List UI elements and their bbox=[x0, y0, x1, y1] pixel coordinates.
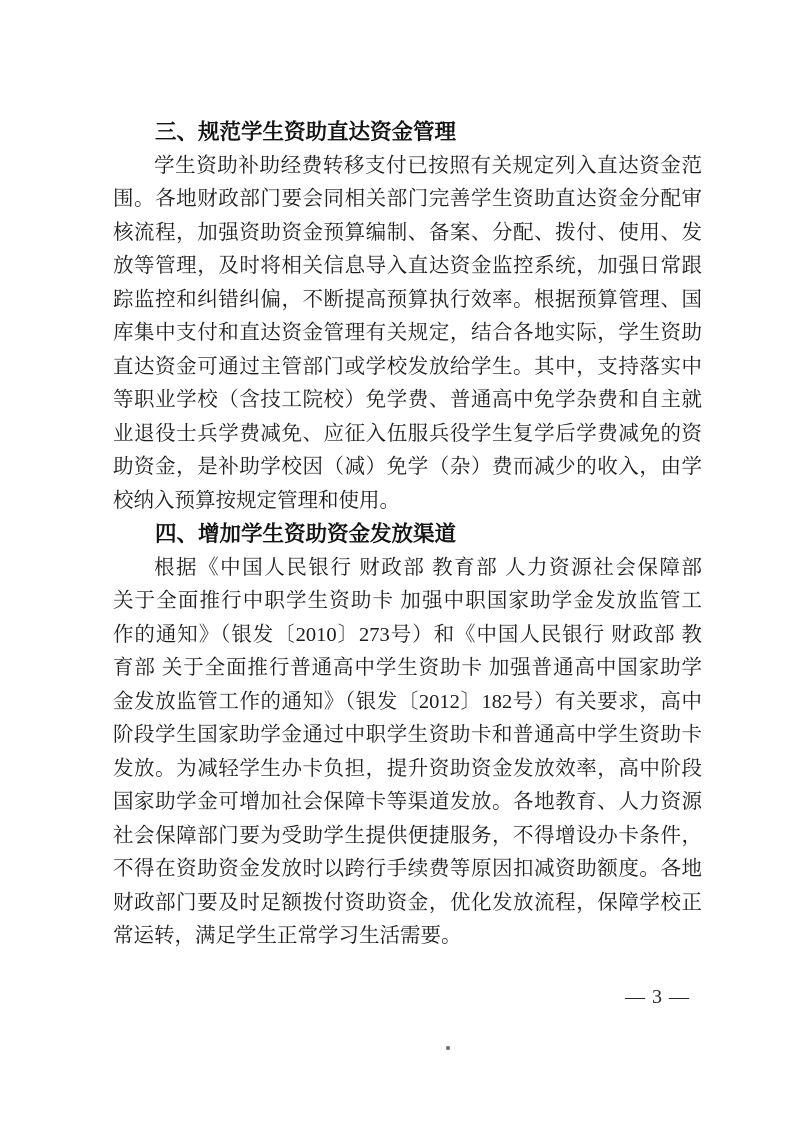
text-line: 育部 关于全面推行普通高中学生资助卡 加强普通高中国家助学 bbox=[113, 657, 702, 679]
scan-artifact bbox=[446, 1046, 450, 1050]
text-line: 发放。为减轻学生办卡负担，提升资助资金发放效率，高中阶段 bbox=[113, 757, 702, 780]
document-body bbox=[113, 116, 702, 954]
text-line: 业退役士兵学费减免、应征入伍服兵役学生复学后学费减免的资 bbox=[113, 422, 702, 445]
text-line: 社会保障部门要为受助学生提供便捷服务，不得增设办卡条件， bbox=[113, 824, 702, 847]
text-line: 阶段学生国家助学金通过中职学生资助卡和普通高中学生资助卡 bbox=[113, 724, 702, 746]
text-line: 学生资助补助经费转移支付已按照有关规定列入直达资金范 bbox=[154, 154, 702, 177]
page-number: — 3 — bbox=[625, 986, 690, 1008]
text-line: 放等管理，及时将相关信息导入直达资金监控系统，加强日常跟 bbox=[113, 255, 702, 277]
text-line: 核流程，加强资助资金预算编制、备案、分配、拨付、使用、发 bbox=[113, 221, 702, 244]
text-line: 常运转，满足学生正常学习生活需要。 bbox=[113, 925, 462, 947]
section-3-heading: 三、规范学生资助直达资金管理 bbox=[155, 120, 457, 144]
text-line: 国家助学金可增加社会保障卡等渠道发放。各地教育、人力资源 bbox=[113, 791, 702, 813]
text-line: 直达资金可通过主管部门或学校发放给学生。其中，支持落实中 bbox=[113, 355, 702, 378]
text-line: 等职业学校（含技工院校）免学费、普通高中免学杂费和自主就 bbox=[113, 389, 702, 411]
text-line: 根据《中国人民银行 财政部 教育部 人力资源社会保障部 bbox=[154, 556, 702, 579]
text-line: 库集中支付和直达资金管理有关规定，结合各地实际，学生资助 bbox=[113, 322, 702, 344]
text-line: 校纳入预算按规定管理和使用。 bbox=[113, 489, 400, 512]
text-line: 金发放监管工作的通知》（银发〔2012〕182号）有关要求，高中 bbox=[113, 690, 702, 713]
text-line: 关于全面推行中职学生资助卡 加强中职国家助学金发放监管工 bbox=[113, 590, 702, 612]
section-4-heading: 四、增加学生资助资金发放渠道 bbox=[155, 522, 457, 546]
text-line: 财政部门要及时足额拨付资助资金，优化发放流程，保障学校正 bbox=[113, 891, 702, 914]
text-line: 不得在资助资金发放时以跨行手续费等原因扣减资助额度。各地 bbox=[113, 858, 702, 880]
text-line: 踪监控和纠错纠偏，不断提高预算执行效率。根据预算管理、国 bbox=[113, 288, 702, 311]
text-line: 围。各地财政部门要会同相关部门完善学生资助直达资金分配审 bbox=[113, 188, 702, 210]
text-line: 作的通知》（银发〔2010〕273号）和《中国人民银行 财政部 教 bbox=[113, 623, 702, 646]
text-line: 助资金，是补助学校因（减）免学（杂）费而减少的收入，由学 bbox=[113, 456, 702, 478]
